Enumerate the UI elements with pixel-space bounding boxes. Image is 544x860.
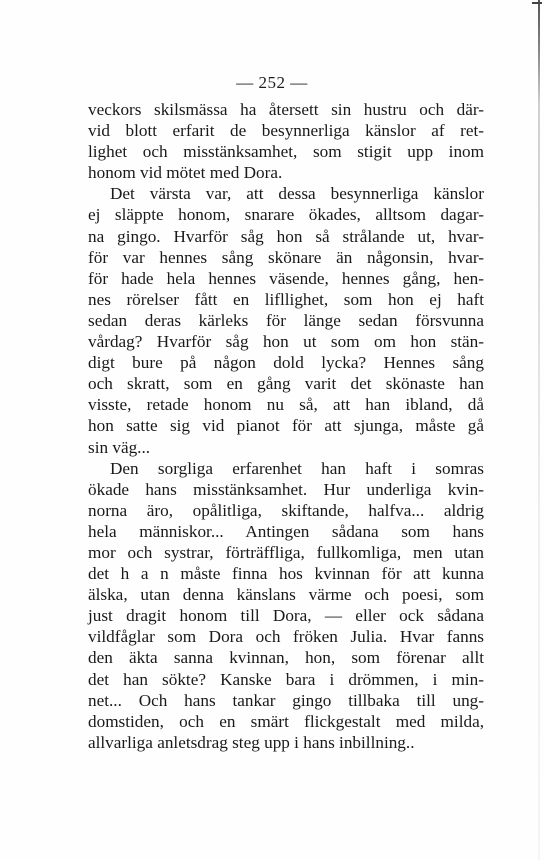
- text-line: älska, utan denna känslans värme och poesi, som: [88, 585, 484, 605]
- text-line: honom vid mötet med Dora.: [88, 163, 283, 183]
- text-line: vårdag? Hvarför såg hon ut som om hon stän-: [88, 332, 484, 352]
- text-line: det h a n måste finna hos kvinnan för att kunna: [88, 564, 484, 584]
- text-line: domstiden, och en smärt flickgestalt med milda,: [88, 711, 484, 731]
- text-line: lighet och misstänksamhet, som stigit upp inom: [88, 142, 484, 162]
- text-line: hela människor... Antingen sådana som hans: [88, 521, 484, 541]
- page-edge-line: [538, 0, 540, 860]
- text-line: den äkta sanna kvinnan, hon, som förenar allt: [88, 648, 484, 668]
- text-line: vildfåglar som Dora och fröken Julia. Hvar fanns: [88, 627, 484, 647]
- text-line: och skratt, som en gång varit det skönaste han: [88, 374, 484, 394]
- text-line: net... Och hans tankar gingo tillbaka till ung-: [88, 690, 484, 710]
- text-line: hon satte sig vid pianot för att sjunga, måste gå: [88, 416, 484, 436]
- page-edge-mark: [532, 2, 542, 4]
- text-line: visste, retade honom nu så, att han ibland, då: [88, 395, 484, 415]
- text-line: vid blott erfarit de besynnerliga känslor af ret-: [88, 121, 484, 141]
- text-line: Det värsta var, att dessa besynnerliga känslor: [110, 184, 484, 204]
- text-line: allvarliga anletsdrag steg upp i hans inbillning..: [88, 732, 415, 752]
- text-line: för var hennes sång skönare än någonsin, hvar-: [88, 247, 484, 267]
- text-line: mor och systrar, förträffliga, fullkomliga, men utan: [88, 542, 484, 562]
- text-line: för hade hela hennes väsende, hennes gång, hen-: [88, 268, 484, 288]
- text-line: just dragit honom till Dora, — eller ock sådana: [88, 606, 484, 626]
- text-line: ej släppte honom, snarare ökades, alltsom dagar-: [88, 205, 484, 225]
- text-line: digt bure på någon dold lycka? Hennes sång: [88, 353, 484, 373]
- text-line: Den sorgliga erfarenhet han haft i somras: [110, 458, 484, 478]
- text-line: na gingo. Hvarför såg hon så strålande ut, hvar-: [88, 226, 484, 246]
- text-line: sedan deras kärleks för länge sedan försvunna: [88, 310, 484, 330]
- text-line: det han sökte? Kanske bara i drömmen, i min-: [88, 669, 484, 689]
- text-line: sin väg...: [88, 437, 151, 457]
- text-line: ökade hans misstänksamhet. Hur underliga kvin-: [88, 479, 484, 499]
- text-line: norna äro, opålitliga, skiftande, halfva... aldrig: [88, 500, 484, 520]
- text-line: veckors skilsmässa ha återsett sin hustru och där-: [88, 100, 484, 119]
- body-text: [88, 99, 484, 753]
- text-line: nes rörelser fått en lifllighet, som hon ej haft: [88, 289, 484, 309]
- page-number: — 252 —: [236, 73, 308, 92]
